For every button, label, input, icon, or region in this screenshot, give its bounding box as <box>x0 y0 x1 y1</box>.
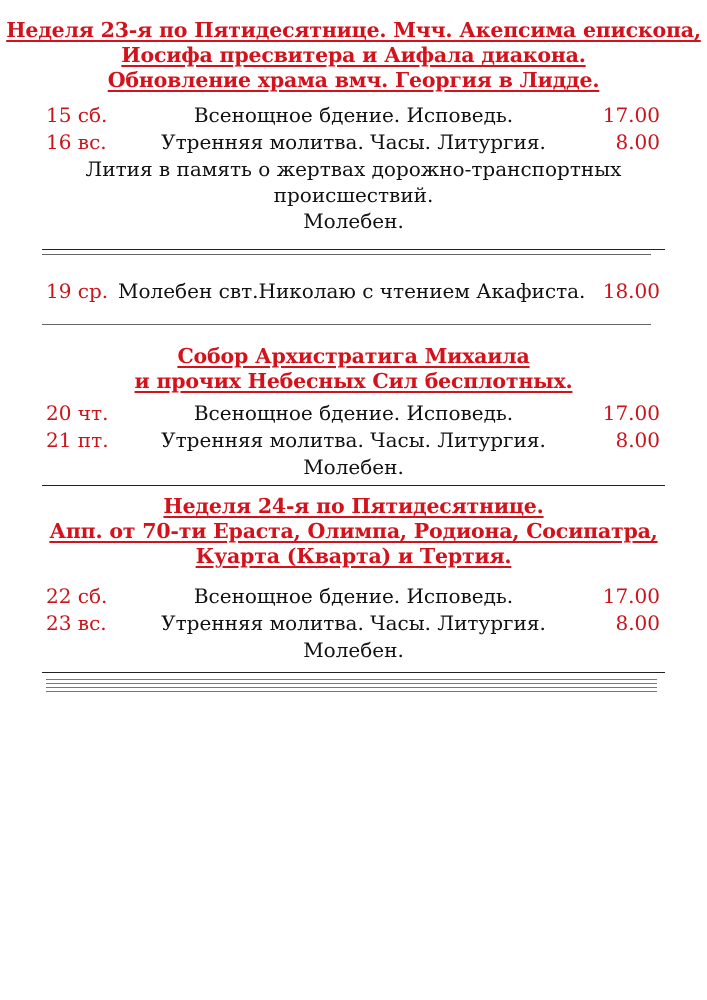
service-day: 23 вс. <box>46 611 107 635</box>
block-week-23 <box>0 18 707 234</box>
divider <box>42 324 651 325</box>
service-time: 17.00 <box>602 401 660 425</box>
service-name: Молебен свт.Николаю с чтением Акафиста. <box>118 279 586 303</box>
heading-line: Обновление храма вмч. Георгия в Лидде. <box>107 68 600 92</box>
service-name: Всенощное бдение. Исповедь. <box>193 103 514 127</box>
heading-line: Собор Архистратига Михаила <box>177 344 530 368</box>
service-name: Утренняя молитва. Часы. Литургия. <box>161 428 546 452</box>
service-row <box>0 427 707 454</box>
service-day: 20 чт. <box>46 401 109 425</box>
service-row <box>0 278 707 305</box>
service-day: 19 ср. <box>46 279 109 303</box>
service-name: Утренняя молитва. Часы. Литургия. <box>161 130 546 154</box>
heading-line: Иосифа пресвитера и Аифала диакона. <box>121 43 586 67</box>
service-day: 15 сб. <box>46 103 108 127</box>
feast-heading <box>0 344 707 394</box>
heading-line: Куарта (Кварта) и Тертия. <box>195 544 512 568</box>
service-day: 16 вс. <box>46 130 107 154</box>
service-note: Молебен. <box>303 638 404 662</box>
service-note: Молебен. <box>303 455 404 479</box>
service-time: 17.00 <box>602 103 660 127</box>
block-week-24 <box>0 494 707 663</box>
block-archangel-michael <box>0 344 707 480</box>
service-name: Всенощное бдение. Исповедь. <box>193 584 514 608</box>
service-row <box>0 400 707 427</box>
service-note: Лития в память о жертвах дорожно-транспортных <box>85 157 622 181</box>
service-name: Всенощное бдение. Исповедь. <box>193 401 514 425</box>
double-divider <box>46 679 657 684</box>
service-row <box>0 102 707 129</box>
service-name: Утренняя молитва. Часы. Литургия. <box>161 611 546 635</box>
divider <box>42 254 651 255</box>
service-day: 21 пт. <box>46 428 109 452</box>
heading-line: Неделя 23-я по Пятидесятнице. Мчч. Акепсима епископа, <box>6 18 701 42</box>
block-wednesday <box>0 278 707 305</box>
service-time: 17.00 <box>602 584 660 608</box>
service-time: 8.00 <box>615 130 660 154</box>
service-time: 18.00 <box>602 279 660 303</box>
service-note: происшествий. <box>273 183 434 207</box>
service-day: 22 сб. <box>46 584 108 608</box>
heading-line: Неделя 24-я по Пятидесятнице. <box>163 494 544 518</box>
feast-heading <box>0 494 707 569</box>
service-note: Молебен. <box>303 209 404 233</box>
heading-line: Апп. от 70-ти Ераста, Олимпа, Родиона, Сосипатра, <box>49 519 658 543</box>
double-divider <box>46 687 657 692</box>
feast-heading <box>0 18 707 93</box>
divider <box>42 672 665 673</box>
service-time: 8.00 <box>615 611 660 635</box>
divider <box>42 249 665 250</box>
service-row <box>0 610 707 637</box>
divider <box>42 485 665 486</box>
service-time: 8.00 <box>615 428 660 452</box>
service-row <box>0 583 707 610</box>
service-row <box>0 129 707 156</box>
heading-line: и прочих Небесных Сил бесплотных. <box>134 369 573 393</box>
